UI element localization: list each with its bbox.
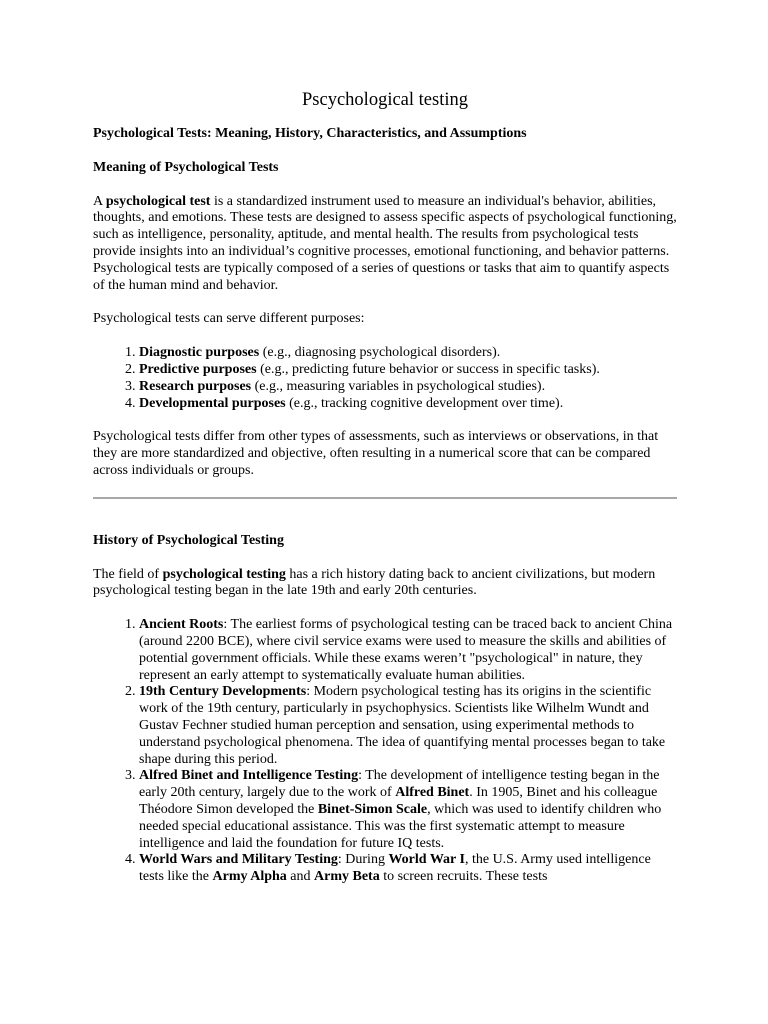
text-run: (e.g., predicting future behavior or success in specific tasks). — [256, 361, 600, 377]
text-run: (e.g., measuring variables in psychological studies). — [251, 378, 546, 394]
bold-term: Army Alpha — [212, 869, 287, 885]
text-run: , which was used to identify children who needed special educational assistance. This was the first systematic attempt to measure intelligence and laid the foundation for future IQ tests. — [139, 801, 662, 851]
meaning-paragraph — [93, 194, 677, 295]
bold-term: 19th Century Developments — [139, 684, 307, 700]
text-run: . In 1905, Binet and his colleague Théodore Simon developed the — [139, 785, 658, 817]
text-run: and — [286, 869, 315, 885]
history-list — [93, 617, 677, 886]
text-run: : Modern psychological testing has its origins in the scientific work of the 19th century, particularly in psychophysics. Scientists like Wilhelm Wundt and Gustav Fechner studied human perception and sensation, using experimental methods to understand psychological phenomena. The idea of quantifying mental processes began to take shape during this period. — [139, 684, 666, 767]
bold-term: World Wars and Military Testing — [139, 852, 338, 868]
text-run: A — [93, 193, 106, 209]
text-run: (e.g., diagnosing psychological disorders). — [259, 345, 501, 361]
bold-term: World War I — [388, 852, 465, 868]
text-run: has a rich history dating back to ancient civilizations, but modern psychological testing began in the late 19th and early 20th centuries. — [93, 566, 656, 599]
text-run: : The earliest forms of psychological testing can be traced back to ancient China (around 2200 BCE), where civil service exams were used to measure the skills and abilities of potential government officials. While these exams weren’t "psychological" in nature, they represent an early attempt to systematically evaluate human abilities. — [139, 617, 673, 683]
bold-term: Army Beta — [314, 869, 380, 885]
list-item — [139, 362, 677, 379]
history-intro — [93, 567, 677, 601]
history-heading: History of Psychological Testing — [93, 532, 284, 548]
assessment-difference-paragraph: Psychological tests differ from other types of assessments, such as interviews or observations, in that they are more standardized and objective, often resulting in a numerical score that can be compared across individuals or groups. — [93, 429, 659, 478]
document-title: Pscychological testing — [302, 90, 468, 110]
main-heading: Psychological Tests: Meaning, History, Characteristics, and Assumptions — [93, 126, 527, 141]
bold-term: Research purposes — [139, 378, 252, 394]
list-item — [139, 617, 677, 684]
bold-term: Alfred Binet — [395, 785, 470, 801]
list-item — [139, 852, 677, 886]
document-content — [93, 89, 677, 886]
text-run: : During — [337, 852, 389, 868]
list-item — [139, 768, 677, 852]
bold-term: Developmental purposes — [139, 395, 286, 411]
list-item — [139, 379, 677, 396]
purposes-list — [93, 345, 677, 412]
bold-term: Alfred Binet and Intelligence Testing — [139, 768, 359, 784]
bold-term: psychological test — [105, 193, 211, 209]
text-run: is a standardized instrument used to measure an individual's behavior, abilities, thoughts, and emotions. These tests are designed to assess specific aspects of psychological functioning, such as intelligence, personality, aptitude, and mental health. The results from psychological tests provide insights into an individual’s cognitive processes, emotional functioning, and behavior patterns. Psychological tests are typically composed of a series of questions or tasks that aim to quantify aspects of the human mind and behavior. — [93, 193, 677, 293]
list-item — [139, 684, 677, 768]
list-item — [139, 345, 677, 362]
text-run: : The development of intelligence testing began in the early 20th century, largely due to the work of — [139, 768, 660, 801]
list-item — [139, 396, 677, 413]
bold-term: Ancient Roots — [139, 617, 224, 633]
bold-term: psychological testing — [162, 566, 286, 582]
purposes-intro: Psychological tests can serve different purposes: — [93, 311, 365, 327]
bold-term: Predictive purposes — [139, 361, 257, 377]
text-run: , the U.S. Army used intelligence tests like the — [139, 852, 651, 885]
text-run: (e.g., tracking cognitive development over time). — [285, 395, 564, 411]
bold-term: Binet-Simon Scale — [317, 801, 428, 817]
text-run: to screen recruits. These tests — [379, 869, 548, 885]
text-run: The field of — [93, 566, 163, 582]
meaning-heading: Meaning of Psychological Tests — [93, 159, 279, 175]
bold-term: Diagnostic purposes — [139, 345, 260, 361]
